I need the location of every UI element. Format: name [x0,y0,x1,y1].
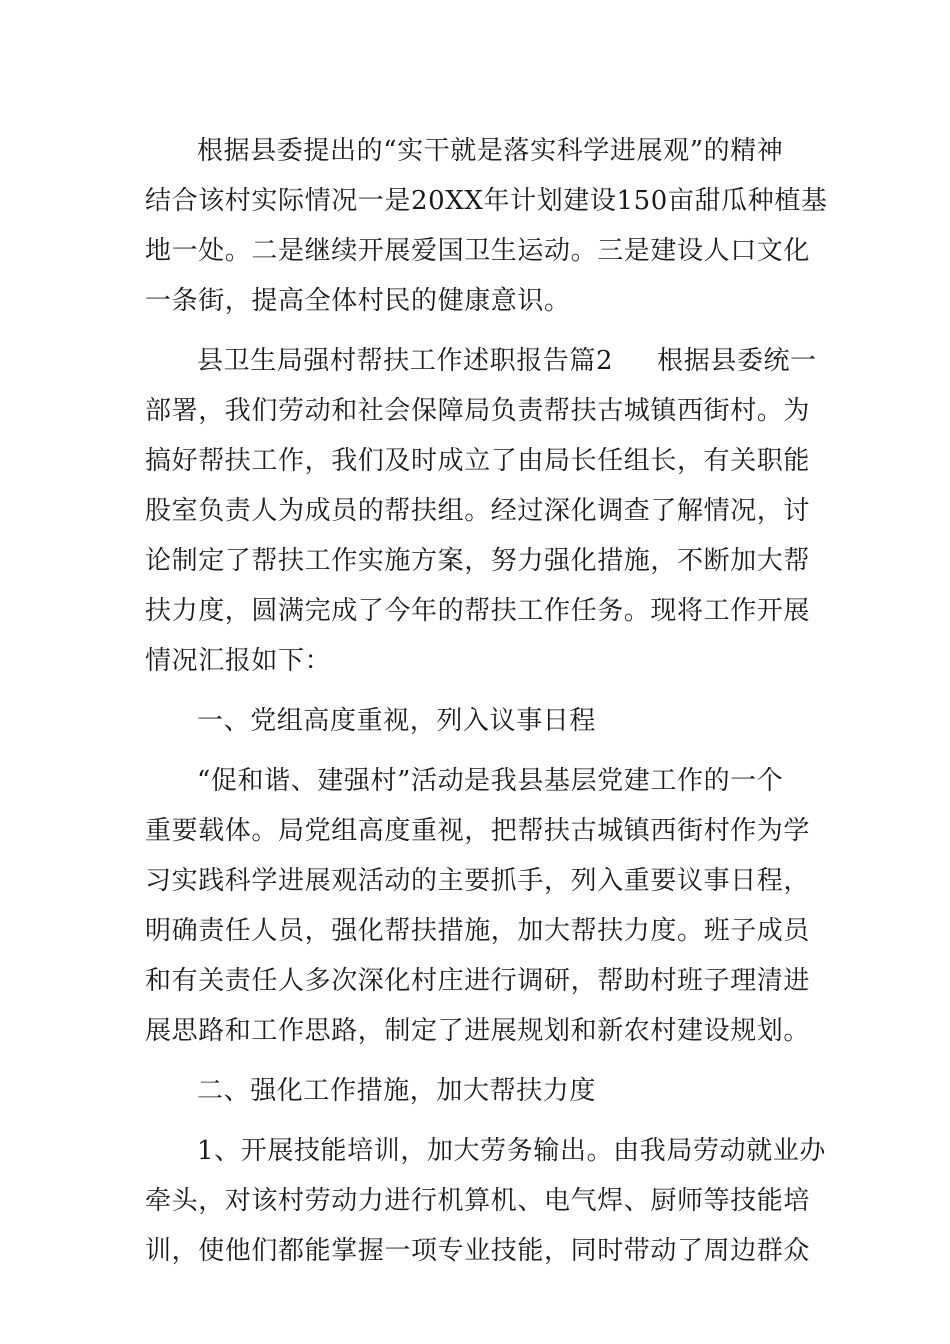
text-line: 搞好帮扶工作，我们及时成立了由局长任组长，有关职能 [145,446,811,476]
heading-1 [145,696,810,746]
paragraph-3 [145,756,810,1056]
heading-2 [145,1066,810,1116]
text-line: “促和谐、建强村”活动是我县基层党建工作的一个 [197,766,784,796]
text-line: 习实践科学进展观活动的主要抓手，列入重要议事日程， [145,866,811,896]
text-line: 一条街，提高全体村民的健康意识。 [145,286,571,316]
text-line: 明确责任人员，强化帮扶措施，加大帮扶力度。班子成员 [145,916,811,946]
paragraph-4 [145,1126,826,1276]
text-line: 牵头，对该村劳动力进行机算机、电气焊、厨师等技能培 [145,1186,811,1216]
text-line: 股室负责人为成员的帮扶组。经过深化调查了解情况，讨 [145,496,811,526]
heading-text: 二、强化工作措施，加大帮扶力度 [197,1076,597,1106]
text-line: 情况汇报如下： [145,646,332,676]
text-line: 结合该村实际情况一是20XX年计划建设150亩甜瓜种植基 [145,186,828,216]
text-line: 地一处。二是继续开展爱国卫生运动。三是建设人口文化 [145,236,811,266]
text-line: 扶力度，圆满完成了今年的帮扶工作任务。现将工作开展 [145,596,811,626]
text-line: 1、开展技能培训，加大劳务输出。由我局劳动就业办 [197,1136,826,1166]
document-body [145,126,828,1276]
text-line: 训，使他们都能掌握一项专业技能，同时带动了周边群众 [145,1236,811,1266]
paragraph-2 [145,336,817,686]
text-line: 重要载体。局党组高度重视，把帮扶古城镇西街村作为学 [145,816,811,846]
section-title: 县卫生局强村帮扶工作述职报告篇2 [197,346,614,376]
text-line: 和有关责任人多次深化村庄进行调研，帮助村班子理清进 [145,966,811,996]
text-line [145,336,817,386]
text-line: 部署，我们劳动和社会保障局负责帮扶古城镇西街村。为 [145,396,811,426]
text-line: 论制定了帮扶工作实施方案，努力强化措施，不断加大帮 [145,546,811,576]
text-line: 根据县委提出的“实干就是落实科学进展观”的精神 [197,136,784,166]
text-fragment: 根据县委统一 [657,346,817,376]
text-line: 展思路和工作思路，制定了进展规划和新农村建设规划。 [145,1016,811,1046]
heading-text: 一、党组高度重视，列入议事日程 [197,706,597,736]
paragraph-1 [145,126,828,326]
